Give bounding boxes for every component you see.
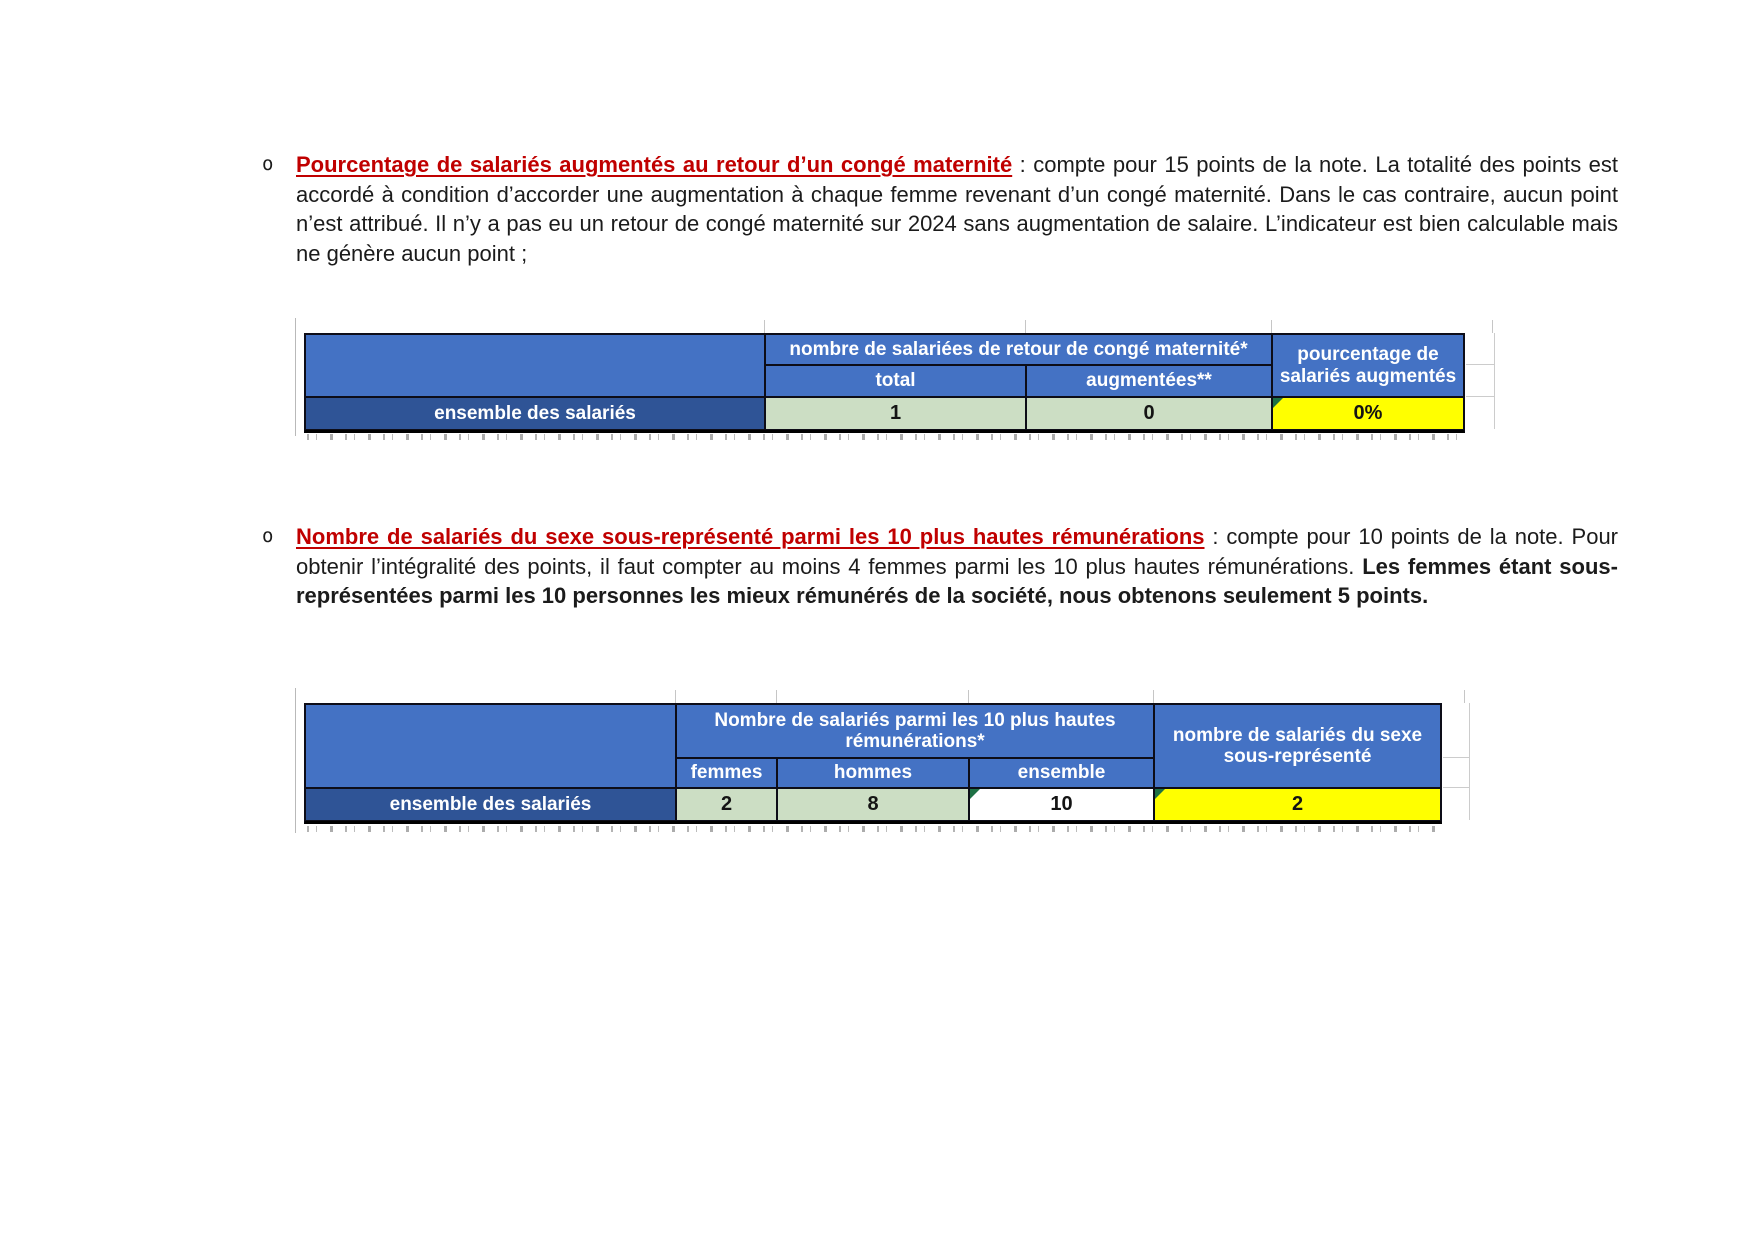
table-corner-cell [305,334,765,397]
maternite-table [304,333,1465,433]
col-header-augmentees: augmentées** [1026,365,1272,397]
col-header-hommes: hommes [777,758,969,788]
row-label-ensemble-salaries: ensemble des salariés [305,788,676,821]
heading-separator: : [1204,524,1227,549]
group-header-10-plus-hautes: Nombre de salariés parmi les 10 plus hautes rémunérations* [676,704,1154,758]
sous-represente-value: 2 [1291,793,1304,816]
header-sexe-sous-represente: nombre de salariés du sexe sous-représenté [1154,704,1441,788]
value-cell-total: 1 [765,397,1026,430]
paragraph-sexe-sous-represente [296,522,1618,611]
paragraph-body: compte pour 10 points de la note. Pour obtenir l’intégralité des points, il faut compter au moins 4 femmes parmi les 10 plus hautes rémunérations. [296,524,1619,579]
paragraph-body: compte pour 15 points de la note. La totalité des points est accordé à condition d’accorder une augmentation à chaque femme revenant d’un congé maternité. Dans le cas contraire, aucun point n’est attribué. Il n’y a pas eu un retour de congé maternité sur 2024 sans augmentation de salaire. L’indicateur est bien calculable mais ne génère aucun point ; [296,152,1618,266]
formula-indicator-triangle-icon [1273,398,1283,408]
formula-indicator-triangle-icon [1155,789,1165,799]
excel-gridline-artifact [1443,703,1470,820]
heading-separator: : [1012,152,1034,177]
value-cell-ensemble [969,788,1154,821]
value-cell-sous-represente [1154,788,1441,821]
bullet-icon: o [262,525,274,547]
table-corner-cell [305,704,676,788]
indicator-heading-sous-represente: Nombre de salariés du sexe sous-représenté parmi les 10 plus hautes rémunérations [296,524,1205,549]
excel-gridline-artifact [295,688,296,833]
ensemble-value: 10 [1050,793,1073,816]
value-cell-augmentees: 0 [1026,397,1272,430]
clipped-row-artifact [307,434,1459,440]
bullet-item-sexe-sous-represente [262,522,1618,611]
col-header-total: total [765,365,1026,397]
row-label-ensemble-salaries: ensemble des salariés [305,397,765,430]
bullet-icon: o [262,153,274,175]
header-pourcentage-augmentes: pourcentage de salariés augmentés [1272,334,1464,397]
hautes-remunerations-table [304,703,1442,824]
value-cell-pourcentage [1272,397,1464,430]
group-header-retour-conge: nombre de salariées de retour de congé maternité* [765,334,1272,365]
value-cell-femmes: 2 [676,788,777,821]
bullet-item-conge-maternite [262,150,1618,268]
formula-indicator-triangle-icon [970,789,980,799]
clipped-row-artifact [307,826,1435,832]
paragraph-body-bold: Les femmes étant sous-représentées parmi les 10 personnes les mieux rémunérés de la société, nous obtenons seulement 5 points. [296,553,1618,608]
col-header-ensemble: ensemble [969,758,1154,788]
excel-gridline-artifact [304,690,1474,703]
value-cell-hommes: 8 [777,788,969,821]
excel-gridline-artifact [295,318,296,436]
paragraph-conge-maternite [296,150,1618,268]
excel-gridline-artifact [1466,333,1495,429]
indicator-heading-conge-maternite: Pourcentage de salariés augmentés au retour d’un congé maternité [296,152,1013,177]
pourcentage-value: 0% [1353,402,1383,425]
col-header-femmes: femmes [676,758,777,788]
excel-gridline-artifact [304,320,1499,333]
